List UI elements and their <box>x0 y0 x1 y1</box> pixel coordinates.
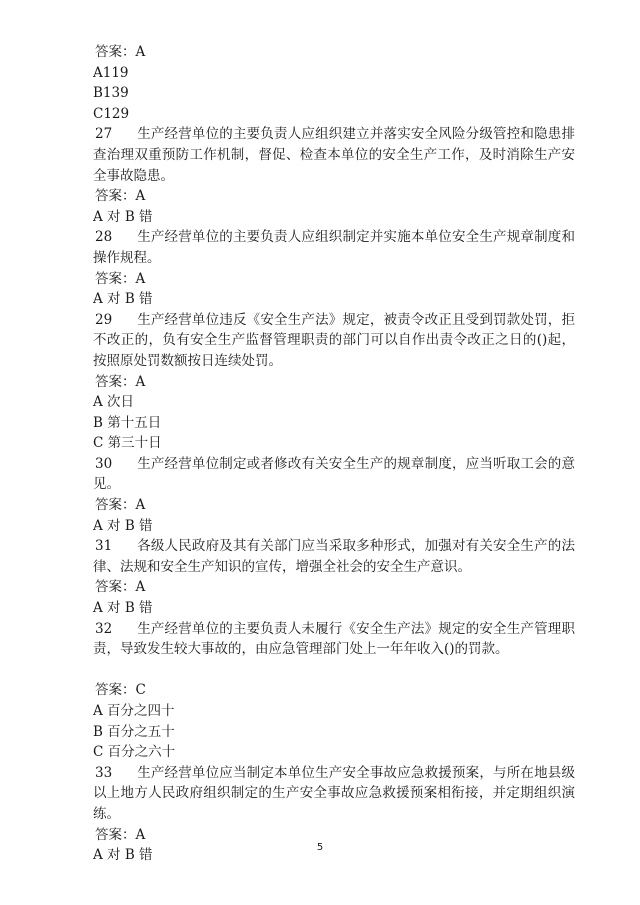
option-line: A 次日 <box>93 394 135 411</box>
answer-line: 答案：A <box>95 826 146 843</box>
question-28 <box>93 227 575 268</box>
option-line: C129 <box>93 105 130 122</box>
answer-line: 答案：A <box>95 497 146 514</box>
option-line: B139 <box>93 85 129 102</box>
question-number: 29 <box>95 311 113 328</box>
option-line: A 对 B 错 <box>93 291 153 308</box>
question-number: 32 <box>95 620 113 637</box>
option-line: A 百分之四十 <box>93 703 175 719</box>
question-text: 生产经营单位的主要负责人未履行《安全生产法》规定的安全生产管理职责，导致发生较大事故的，由应急管理部门处上一年年收入()的罚款。 <box>93 620 575 658</box>
question-number: 33 <box>95 764 113 781</box>
question-32 <box>93 619 575 660</box>
question-number: 28 <box>95 229 113 246</box>
question-text: 生产经营单位的主要负责人应组织建立并落实安全风险分级管控和隐患排查治理双重预防工作机制，督促、检查本单位的安全生产工作，及时消除生产安全事故隐患。 <box>93 126 575 184</box>
question-text: 生产经营单位的主要负责人应组织制定并实施本单位安全生产规章制度和操作规程。 <box>93 229 575 266</box>
option-line: C 百分之六十 <box>93 744 176 761</box>
option-line: B 百分之五十 <box>93 723 175 740</box>
question-number: 31 <box>95 538 113 555</box>
question-text: 生产经营单位制定或者修改有关安全生产的规章制度，应当听取工会的意见。 <box>93 455 575 493</box>
question-30 <box>93 454 575 495</box>
page-number: 5 <box>316 842 324 853</box>
option-line: A 对 B 错 <box>93 847 153 864</box>
answer-line: 答案：A <box>95 579 146 596</box>
question-text: 生产经营单位违反《安全生产法》规定，被责令改正且受到罚款处罚，拒不改正的，负有安全生产监督管理职责的部门可以自作出责令改正之日的()起，按照原处罚数额按日连续处罚。 <box>93 311 575 369</box>
option-line: A 对 B 错 <box>93 600 153 617</box>
answer-line: 答案：A <box>95 373 146 390</box>
option-line: A 对 B 错 <box>93 208 153 225</box>
option-line: A 对 B 错 <box>93 517 153 534</box>
question-text: 生产经营单位应当制定本单位生产安全事故应急救援预案，与所在地县级以上地方人民政府组织制定的生产安全事故应急救援预案相衔接，并定期组织演练。 <box>93 764 575 822</box>
question-number: 30 <box>95 455 113 472</box>
answer-line: 答案：A <box>95 44 146 60</box>
question-31 <box>93 536 575 577</box>
spacer <box>93 660 575 681</box>
answer-line: 答案：A <box>95 270 146 287</box>
question-29 <box>93 310 575 372</box>
option-line: A119 <box>93 64 129 81</box>
question-number: 27 <box>95 126 113 143</box>
question-27 <box>93 124 575 186</box>
answer-line: 答案：C <box>95 682 146 699</box>
answer-line: 答案：A <box>95 188 146 205</box>
option-line: B 第十五日 <box>93 414 162 431</box>
question-text: 各级人民政府及其有关部门应当采取多种形式，加强对有关安全生产的法律、法规和安全生产知识的宣传，增强全社会的安全生产意识。 <box>93 538 575 575</box>
option-line: C 第三十日 <box>93 435 162 452</box>
question-list <box>93 42 575 866</box>
question-33 <box>93 763 575 825</box>
